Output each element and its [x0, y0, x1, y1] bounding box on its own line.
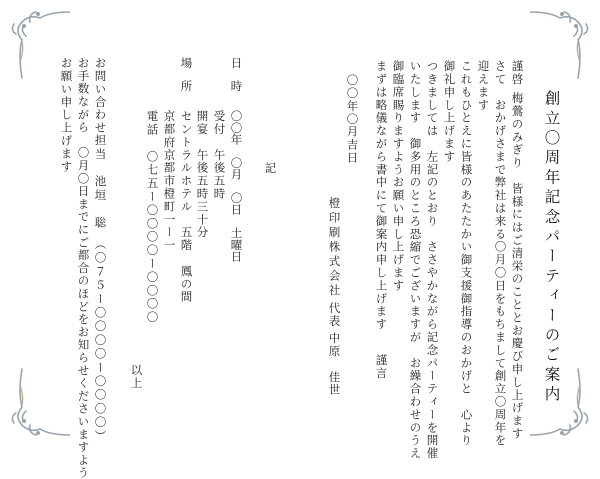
body-line-9: まずは略儀ながら書中にて御案内申し上げます — [374, 60, 389, 331]
contact-person: 担当 池垣 聡 （〇７５ー〇〇〇〇ー〇〇〇〇） — [93, 134, 108, 444]
contact-heading: お問い合わせ — [93, 57, 108, 135]
opening-greeting: 謹啓 — [510, 60, 525, 86]
sender-title: 代表 — [327, 302, 342, 328]
reception-time: 受付 午後五時 — [212, 110, 227, 201]
datetime-label-2: 時 — [229, 80, 244, 93]
place-label-1: 場 — [179, 57, 194, 70]
body-line-6: つきましては 左記のとおり ささやかながら記念パーティーを開催 — [425, 60, 440, 460]
place-label-2: 所 — [179, 80, 194, 93]
body-line-1: 梅鶯のみぎり 皆様にはご清栄のこととお慶び申し上げます — [510, 92, 525, 441]
datetime-label-1: 日 — [229, 57, 244, 70]
end-mark: 以上 — [129, 364, 144, 390]
body-line-3: 迎えます — [476, 60, 491, 112]
body-line-2: さて おかげさまで弊社は来る〇月〇日をもちまして創立〇周年を — [493, 60, 508, 447]
body-line-7: いたします 御多用のところ恐縮でございますが お繰合わせのうえ — [408, 60, 423, 460]
event-date: 〇〇年 〇月 〇日 土曜日 — [229, 110, 244, 263]
opening-time: 開宴 午後五時三十分 — [195, 110, 210, 239]
venue: セントラルホテル 五階 鳳の間 — [179, 110, 194, 304]
contact-request-2: お願い申し上げます — [59, 57, 74, 174]
sender-company: 橙印刷株式会社 — [327, 197, 342, 299]
corner-ornament-top-right — [530, 0, 600, 80]
corner-ornament-bottom-right — [530, 367, 600, 447]
corner-ornament-bottom-left — [0, 367, 70, 447]
body-line-4: これもひとえに皆様のあたたかい御支援御指導のおかげと 心より — [459, 60, 474, 447]
address: 京都府京都市橙町一ー一 — [162, 110, 177, 252]
contact-request-1: お手数ながら 〇月〇日までにご都合のほどをお知らせくださいますよう — [76, 57, 91, 479]
closing-word: 謹言 — [374, 354, 389, 380]
letter-date: 〇〇年〇月吉日 — [345, 74, 360, 165]
body-line-5: 御礼申し上げます — [442, 60, 457, 164]
sender-name: 中原 佳世 — [327, 332, 342, 397]
document-title: 創立〇周年記念パーティーのご案内 — [542, 90, 561, 406]
ki-heading: 記 — [263, 162, 278, 175]
phone: 電話 〇七五ー〇〇〇〇ー〇〇〇〇 — [145, 110, 160, 325]
body-line-8: 御臨席賜りますようお願い申し上げます — [391, 60, 406, 293]
